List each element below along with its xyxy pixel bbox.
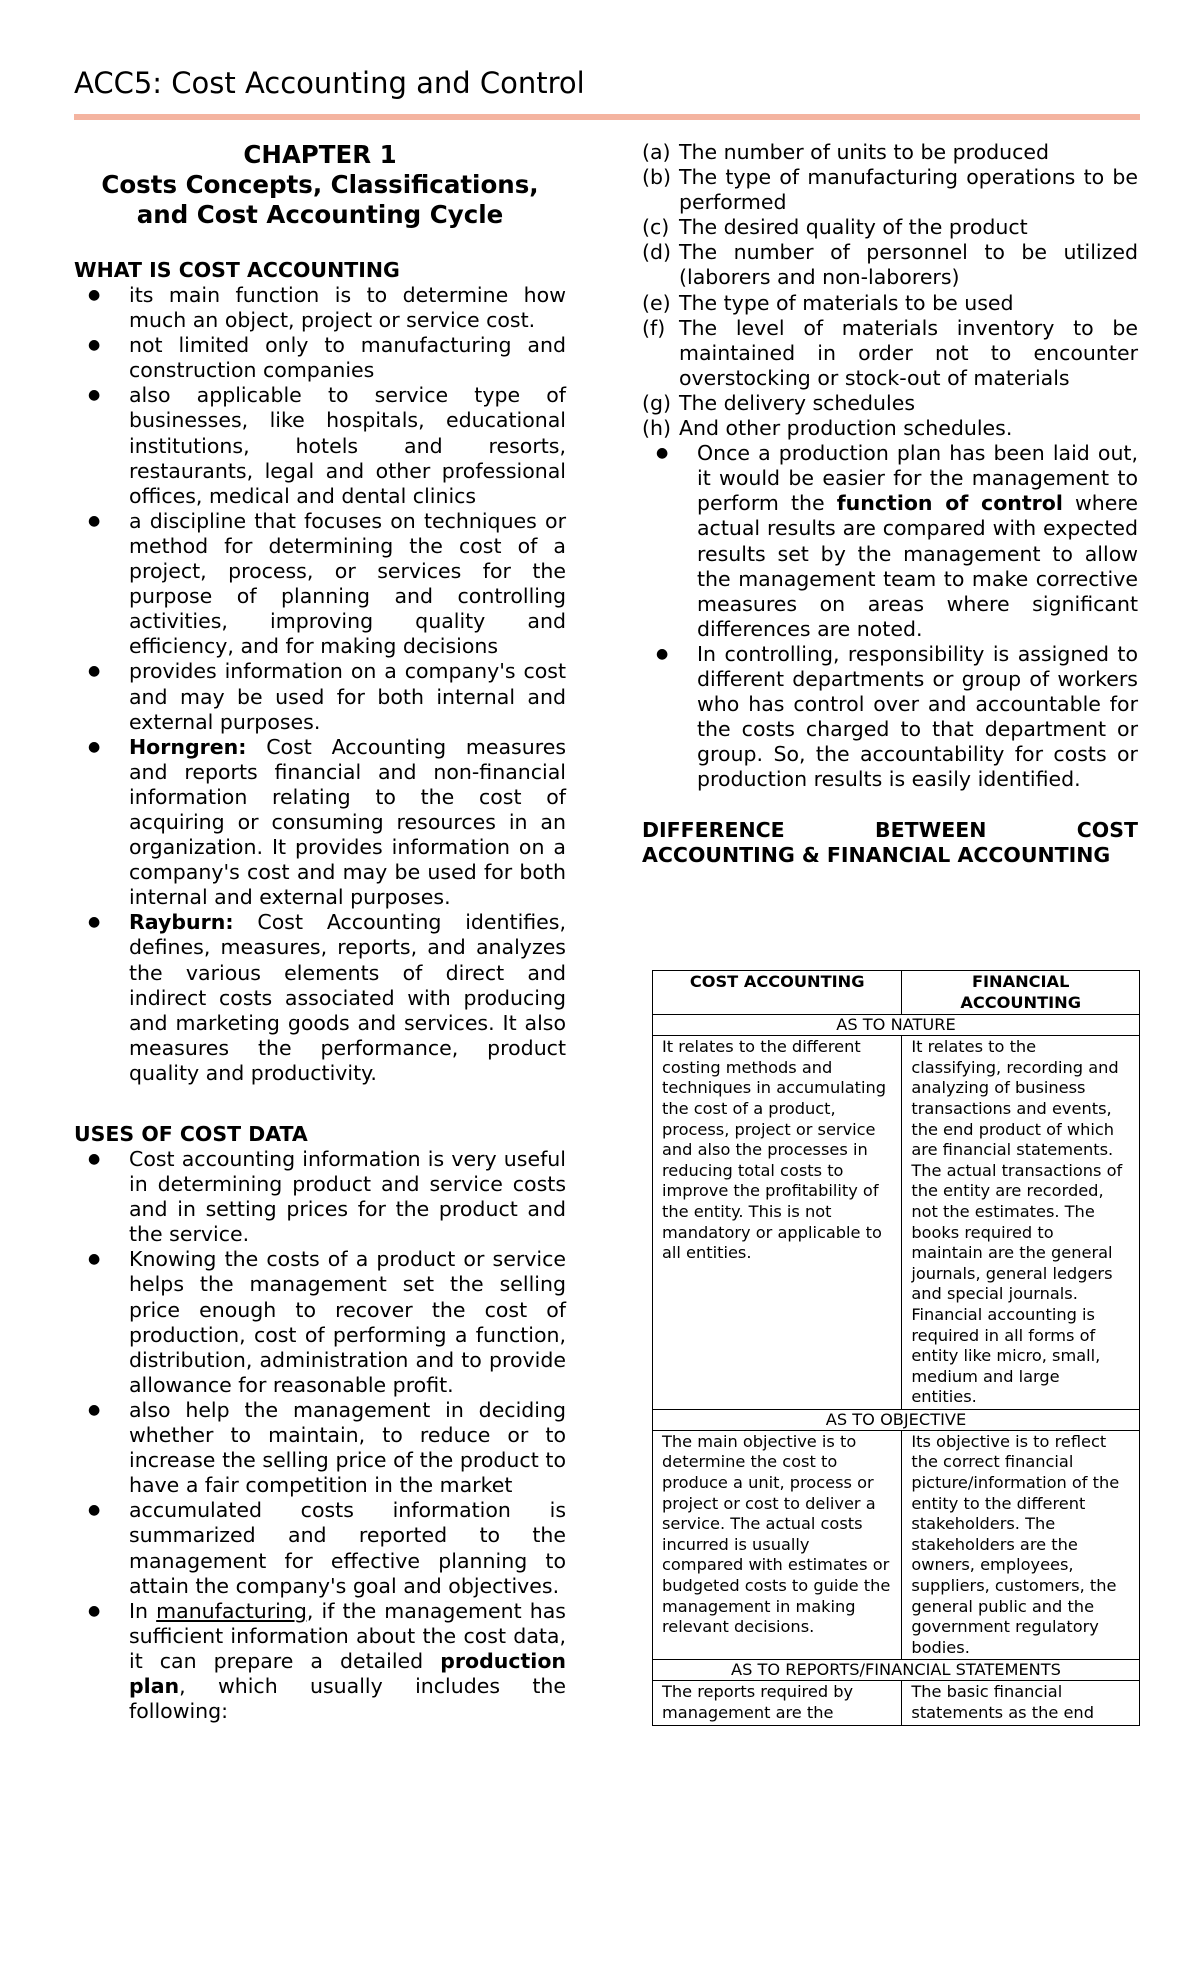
list-item-control-function — [642, 441, 1138, 642]
plan-item-text: The type of manufacturing operations to be performed — [679, 165, 1138, 215]
horngren-definition: Cost Accounting measures and reports financial and non-financial information relating to the cost of acquiring or consuming resources in an organization. It provides information on a company's cost and may be used for both internal and external purposes. — [129, 734, 566, 910]
difference-heading — [642, 818, 1138, 868]
plan-item — [642, 391, 1138, 416]
list-item-horngren — [74, 735, 566, 911]
column-header-cost: COST ACCOUNTING — [653, 971, 902, 1015]
chapter-heading — [74, 140, 566, 230]
text-run: In — [129, 1598, 157, 1623]
left-column — [74, 140, 566, 1724]
production-plan-list — [642, 140, 1138, 441]
right-column — [642, 140, 1138, 868]
plan-item-letter: (d) — [642, 240, 672, 265]
section-heading-uses: USES OF COST DATA — [74, 1122, 308, 1146]
rayburn-definition: Cost Accounting identifies, defines, measures, reports, and analyzes the various elements of direct and indirect costs associated with producing and marketing goods and services. It also measures the performance, product quality and productivity. — [129, 910, 566, 1085]
heading-word: COST — [1076, 818, 1138, 843]
difference-heading-line-1 — [642, 818, 1138, 843]
table-cell: The basic financial statements as the end — [902, 1681, 1140, 1725]
what-is-bullet-list — [74, 283, 566, 1086]
section-label-reports: AS TO REPORTS/FINANCIAL STATEMENTS — [653, 1660, 1140, 1681]
table-header-row — [653, 971, 1140, 1015]
table-row — [653, 1681, 1140, 1725]
uses-bullet-list — [74, 1147, 566, 1724]
header-divider — [74, 114, 1140, 120]
list-item: ● also applicable to service type of businesses, like hospitals, educational institutions, hotels and resorts, restaurants, legal and other professional offices, medical and dental clinics — [74, 383, 566, 508]
plan-item — [642, 240, 1138, 290]
rayburn-label: Rayburn: — [129, 910, 234, 935]
difference-heading-line-2: ACCOUNTING & FINANCIAL ACCOUNTING — [642, 843, 1111, 868]
plan-item-text: The number of personnel to be utilized (laborers and non-laborers) — [679, 240, 1138, 290]
plan-item-letter: (g) — [642, 390, 672, 415]
section-heading-what-is: WHAT IS COST ACCOUNTING — [74, 258, 400, 282]
function-of-control-term: function of control — [836, 491, 1063, 516]
plan-item-text: The number of units to be produced — [679, 140, 1050, 164]
list-item: ● not limited only to manufacturing and construction companies — [74, 333, 566, 383]
comparison-table — [652, 970, 1140, 1726]
chapter-title-line-1: Costs Concepts, Classifications, — [101, 170, 539, 199]
plan-item — [642, 291, 1138, 316]
plan-item-letter: (c) — [642, 215, 670, 240]
table-cell: It relates to the classifying, recording and analyzing of business transactions and events, the end product of which are financial statements. The actual transactions of the entity are recorded, not the estimates. The books required to maintain are the general journals, general ledgers and special journals. Financial accounting is required in all forms of entity like micro, small, medium and large entities. — [902, 1036, 1140, 1410]
list-item: ● its main function is to determine how much an object, project or service cost. — [74, 283, 566, 333]
text-run: where actual results are compared with expected results set by the management to allow the management team to make corrective measures on areas where significant differences are noted. — [697, 491, 1139, 641]
heading-word: DIFFERENCE — [642, 818, 785, 843]
list-item-rayburn — [74, 910, 566, 1086]
plan-item-text: The type of materials to be used — [679, 290, 1014, 315]
plan-item-text: And other production schedules. — [679, 416, 1013, 441]
plan-item-letter: (e) — [642, 290, 671, 315]
plan-item-text: The level of materials inventory to be maintained in order not to encounter overstocking or stock-out of materials — [679, 315, 1138, 390]
plan-item-letter: (h) — [642, 416, 671, 441]
list-item: ● a discipline that focuses on techniques or method for determining the cost of a project, process, or services for the purpose of planning and controlling activities, improving quality and efficiency, and for making decisions — [74, 509, 566, 660]
chapter-title-line-2: and Cost Accounting Cycle — [136, 200, 504, 229]
list-item: ● accumulated costs information is summarized and reported to the management for effective planning to attain the company's goal and objectives. — [74, 1498, 566, 1598]
text-run: Once a production plan has been laid out, it would be easier for the management to perform the — [697, 441, 1138, 516]
table-cell: Its objective is to reflect the correct financial picture/information of the entity to the different stakeholders. The stakeholders are the owners, employees, suppliers, customers, the general public and the government regulatory bodies. — [902, 1430, 1140, 1660]
table-section-row — [653, 1660, 1140, 1681]
table-row — [653, 1430, 1140, 1660]
table-section-row — [653, 1409, 1140, 1430]
section-label-nature: AS TO NATURE — [653, 1015, 1140, 1036]
table-row — [653, 1036, 1140, 1410]
list-item: ● Cost accounting information is very useful in determining product and service costs and in setting prices for the product and the service. — [74, 1147, 566, 1247]
chapter-number: CHAPTER 1 — [243, 140, 397, 169]
list-item: ● also help the management in deciding whether to maintain, to reduce or to increase the selling price of the product to have a fair competition in the market — [74, 1398, 566, 1498]
plan-item-letter: (a) — [642, 140, 671, 164]
list-item-manufacturing — [74, 1599, 566, 1724]
plan-item-letter: (b) — [642, 165, 672, 190]
production-plan-term: production plan — [129, 1648, 566, 1698]
table-cell: The main objective is to determine the cost to produce a unit, process or project or cost to deliver a service. The actual costs incurred is usually compared with estimates or budgeted costs to guide the management in making relevant decisions. — [653, 1430, 902, 1660]
manufacturing-link[interactable]: manufacturing — [156, 1598, 307, 1623]
table-section-row — [653, 1015, 1140, 1036]
plan-item — [642, 416, 1138, 441]
column-header-financial: FINANCIAL ACCOUNTING — [902, 971, 1140, 1015]
control-bullet-list — [642, 441, 1138, 792]
document-header-title: ACC5: Cost Accounting and Control — [74, 66, 585, 100]
plan-item — [642, 215, 1138, 240]
horngren-label: Horngren: — [129, 734, 247, 759]
table-cell: It relates to the different costing methods and techniques in accumulating the cost of a product, process, project or service and also the processes in reducing total costs to improve the profitability of the entity. This is not mandatory or applicable to all entities. — [653, 1036, 902, 1410]
list-item: ● Knowing the costs of a product or service helps the management set the selling price enough to recover the cost of production, cost of performing a function, distribution, administration and to provide allowance for reasonable profit. — [74, 1247, 566, 1398]
list-item: ● provides information on a company's cost and may be used for both internal and external purposes. — [74, 659, 566, 734]
plan-item-text: The delivery schedules — [679, 390, 916, 415]
table-cell: The reports required by management are the — [653, 1681, 902, 1725]
list-item: ● In controlling, responsibility is assigned to different departments or group of workers who has control over and accountable for the costs charged to that department or group. So, the accountability for costs or production results is easily identified. — [642, 642, 1138, 793]
plan-item-letter: (f) — [642, 315, 666, 340]
plan-item — [642, 140, 1138, 165]
plan-item-text: The desired quality of the product — [679, 215, 1028, 240]
plan-item — [642, 165, 1138, 215]
plan-item — [642, 316, 1138, 391]
text-run: , which usually includes the following: — [129, 1673, 566, 1724]
heading-word: BETWEEN — [875, 818, 987, 843]
text-run: , if the management has sufficient information about the cost data, it can prepare a detailed — [129, 1598, 566, 1673]
section-label-objective: AS TO OBJECTIVE — [653, 1409, 1140, 1430]
